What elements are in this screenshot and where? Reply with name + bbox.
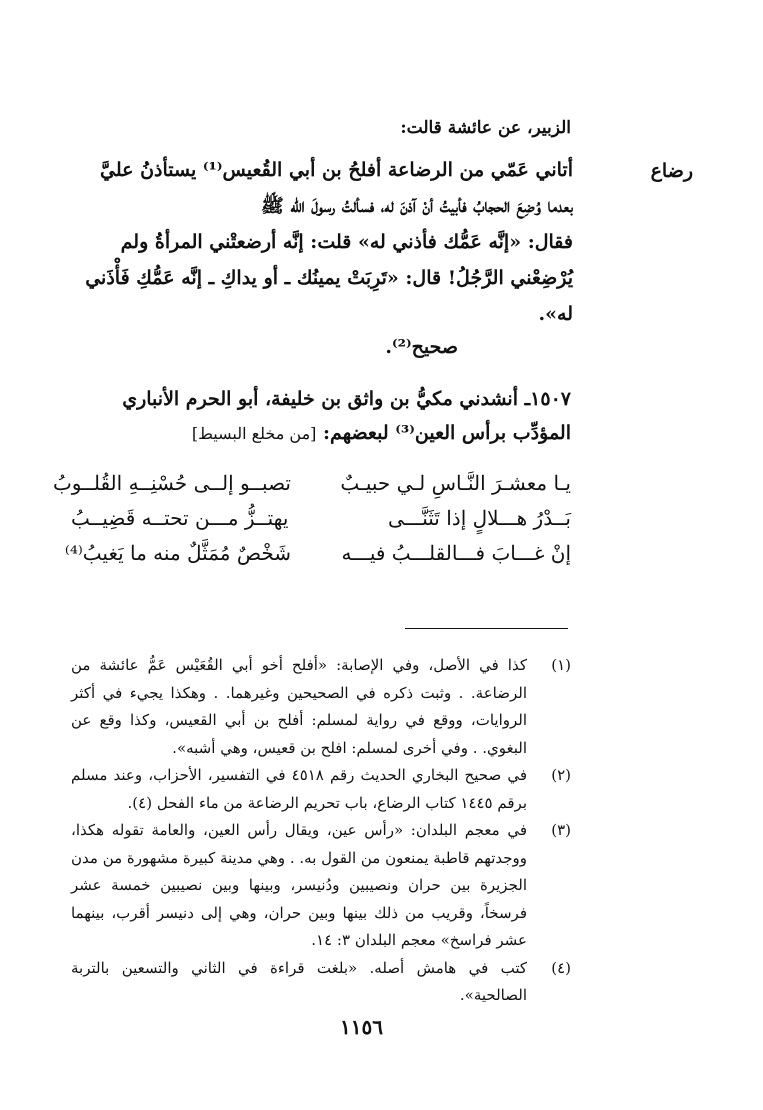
footnotes bbox=[71, 652, 571, 1010]
verse-second-hemistich: يهتــزُّ مـــن تحتــه قَضِيــبُ bbox=[71, 506, 289, 530]
hadith-line: بعدما وُضِعَ الحجابُ فأبيتُ أنْ آذنَ له، فسألتُ رسولَ الله ﷺ bbox=[260, 195, 573, 217]
intro-line: الزبير، عن عائشة قالت: bbox=[400, 118, 571, 138]
hadith-grading: صحيح⁽²⁾. bbox=[385, 336, 458, 358]
footnote bbox=[71, 817, 571, 955]
hadith-line: يُرْضِعْني الرَّجُلُ! قال: «تَرِبَتْ يمينُك ـ أو يداكِ ـ إنَّه عَمُّكِ فَأْذَني bbox=[85, 267, 573, 289]
margin-note: رضاع bbox=[650, 160, 693, 182]
footnote bbox=[71, 652, 571, 762]
poem-verse bbox=[64, 536, 571, 571]
entry-title: ١٥٠٧ـ أنشدني مكيُّ بن واثق بن خليفة، أبو الحرم الأنباري bbox=[122, 388, 571, 410]
entry-subtitle bbox=[71, 416, 571, 451]
footnote-number: (٤) bbox=[551, 958, 571, 977]
entry-heading bbox=[71, 382, 571, 451]
verse-second-hemistich: تصبــو إلــى حُسْنِــهِ القُلــوبُ bbox=[52, 471, 291, 495]
footnote bbox=[71, 762, 571, 817]
hadith-line: له». bbox=[538, 303, 573, 325]
footnote-text: في معجم البلدان: «رأس عين، ويقال رأس العين، والعامة تقوله هكذا، ووجدتهم قاطبة يمنعون من القول به. . وهي مدينة كبيرة مشهورة من مدن الجزيرة بين حران ونصيبين ودُنيسر، وبينها وبين نصيبين خمسة عشر فرسخاً، وقريب من ذلك بينها وبين حران، وهي إلى دنيسر أقرب، بينهما عشر فراسخ» معجم البلدان ٣: ١٤. bbox=[71, 821, 527, 949]
verse-first-hemistich: إنْ غـــابَ فـــالقلـــبُ فيـــه bbox=[341, 541, 571, 565]
footnote-number: (٣) bbox=[551, 821, 571, 839]
poem bbox=[52, 466, 571, 571]
poem-verse bbox=[52, 466, 571, 501]
footnote bbox=[71, 955, 571, 1010]
hadith-line: فقال: «إنَّه عَمُّك فأذني له» قلت: إنَّه أرضعتْني المرأةُ ولم bbox=[120, 231, 573, 253]
footnote-text: في صحيح البخاري الحديث رقم ٤٥١٨ في التفسير، الأحزاب، وعند مسلم برقم ١٤٤٥ كتاب الرضاع، باب تحريم الرضاعة من ماء الفحل (٤). bbox=[71, 766, 527, 812]
footnote-number: (١) bbox=[551, 656, 571, 674]
verse-first-hemistich: بَــدْرُ هـــلالٍ إذا تَثَنَّـــى bbox=[387, 506, 571, 530]
footnote-separator bbox=[405, 628, 568, 629]
page-number: ١١٥٦ bbox=[340, 1015, 383, 1039]
footnote-text: كذا في الأصل، وفي الإصابة: «أفلح أخو أبي القُعَيْس عَمُّ عائشة من الرضاعة. . وثبت ذكره في الصحيحين وغيرهما. . وهكذا يجيء في أكثر الروايات، ووقع في رواية لمسلم: أفلح بن أبي القعيس، وكذا وقع عن البغوي. . وفي أخرى لمسلم: افلح بن قعيس، وهي أشبه». bbox=[71, 656, 527, 757]
poem-verse bbox=[71, 501, 571, 536]
footnote-text: كتب في هامش أصله. «بلغت قراءة في الثاني والتسعين بالتربة الصالحية». bbox=[71, 958, 527, 1004]
hadith-line: أتاني عَمّي من الرضاعة أفلحُ بن أبي القُعيس⁽¹⁾ يستأذنُ عليَّ bbox=[100, 159, 573, 181]
footnote-number: (٢) bbox=[551, 766, 571, 784]
hadith-text bbox=[73, 152, 573, 332]
verse-second-hemistich: شَخْصٌ مُمَثَّلٌ منه ما يَغيبُ⁽⁴⁾ bbox=[64, 541, 291, 565]
poem-meter: [من مخلع البسيط] bbox=[191, 424, 317, 443]
verse-first-hemistich: يـا معشـرَ النَّـاسِ لـي حبيـبٌ bbox=[340, 471, 571, 495]
entry-line2: المؤدِّب برأس العين⁽³⁾ لبعضهم: bbox=[323, 422, 571, 444]
